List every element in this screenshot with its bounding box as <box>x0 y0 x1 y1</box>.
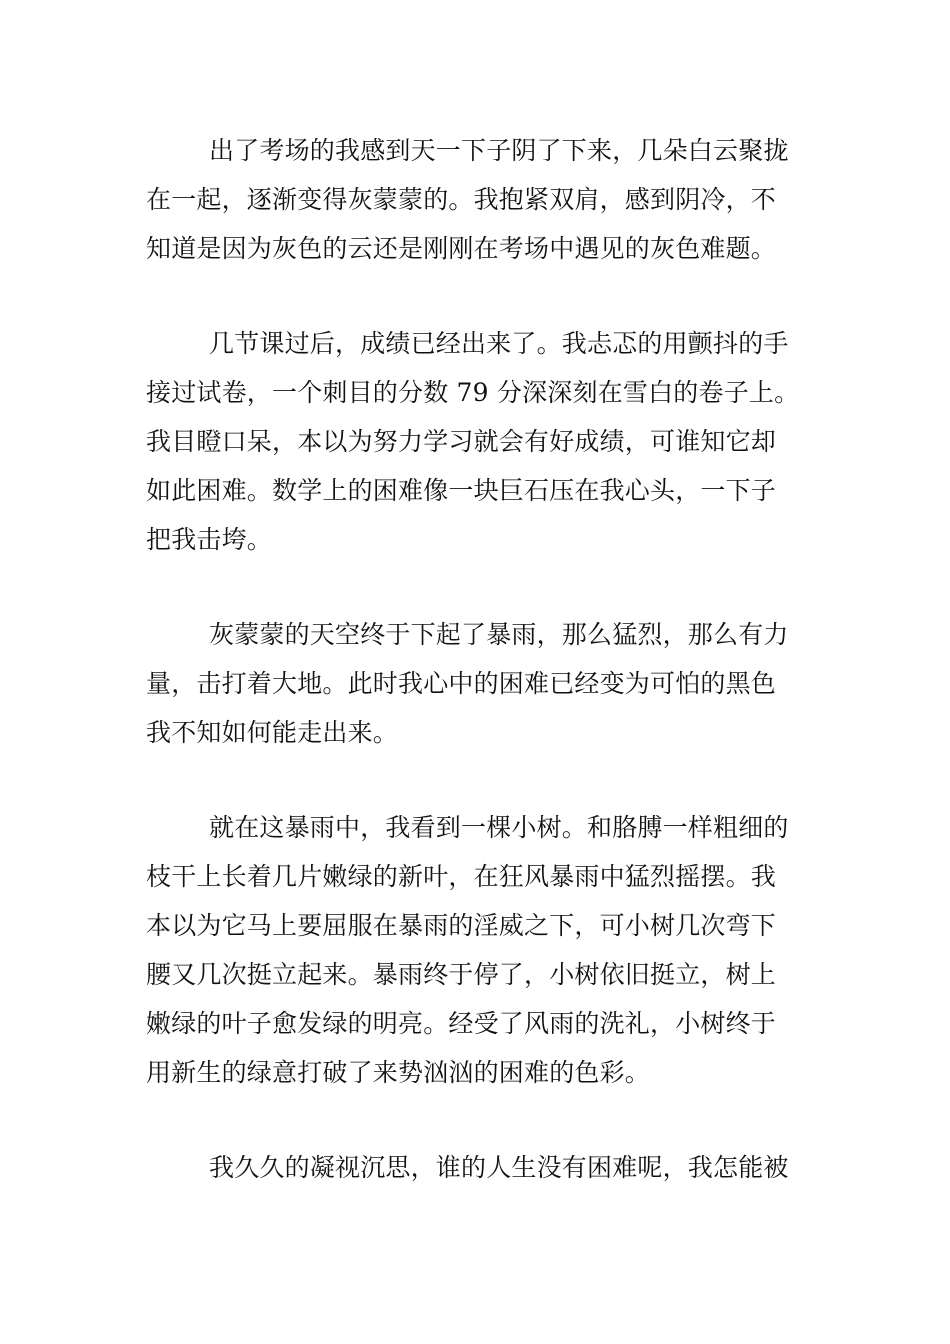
text-line: 腰又几次挺立起来。暴雨终于停了，小树依旧挺立，树上 <box>146 960 777 989</box>
paragraph-1 <box>146 126 808 273</box>
text-line: 枝干上长着几片嫩绿的新叶，在狂风暴雨中猛烈摇摆。我 <box>146 862 777 891</box>
paragraph-5 <box>146 1143 808 1192</box>
text-line: 量，击打着大地。此时我心中的困难已经变为可怕的黑色 <box>146 669 777 698</box>
text-line: 用新生的绿意打破了来势汹汹的困难的色彩。 <box>146 1058 651 1087</box>
paragraph-4 <box>146 803 808 1097</box>
text-line: 嫩绿的叶子愈发绿的明亮。经受了风雨的洗礼，小树终于 <box>146 1009 777 1038</box>
text-line: 就在这暴雨中，我看到一棵小树。和胳膊一样粗细的 <box>209 813 789 842</box>
text-line: 在一起，逐渐变得灰蒙蒙的。我抱紧双肩，感到阴冷，不 <box>146 185 777 214</box>
paragraph-3 <box>146 610 808 757</box>
essay-body <box>146 126 808 1238</box>
text-line: 几节课过后，成绩已经出来了。我忐忑的用颤抖的手 <box>209 329 789 358</box>
text-line: 如此困难。数学上的困难像一块巨石压在我心头，一下子 <box>146 476 777 505</box>
text-line: 把我击垮。 <box>146 525 273 554</box>
text-line: 我不知如何能走出来。 <box>146 718 399 747</box>
text-line: 我久久的凝视沉思，谁的人生没有困难呢，我怎能被 <box>209 1153 789 1182</box>
text-line: 出了考场的我感到天一下子阴了下来，几朵白云聚拢 <box>209 136 789 165</box>
paragraph-2 <box>146 319 808 564</box>
text-line: 接过试卷，一个刺目的分数 79 分深深刻在雪白的卷子上。 <box>146 378 800 407</box>
text-line: 我目瞪口呆，本以为努力学习就会有好成绩，可谁知它却 <box>146 427 777 456</box>
text-line: 本以为它马上要屈服在暴雨的淫威之下，可小树几次弯下 <box>146 911 777 940</box>
text-line: 灰蒙蒙的天空终于下起了暴雨，那么猛烈，那么有力 <box>209 620 789 649</box>
text-line: 知道是因为灰色的云还是刚刚在考场中遇见的灰色难题。 <box>146 234 777 263</box>
